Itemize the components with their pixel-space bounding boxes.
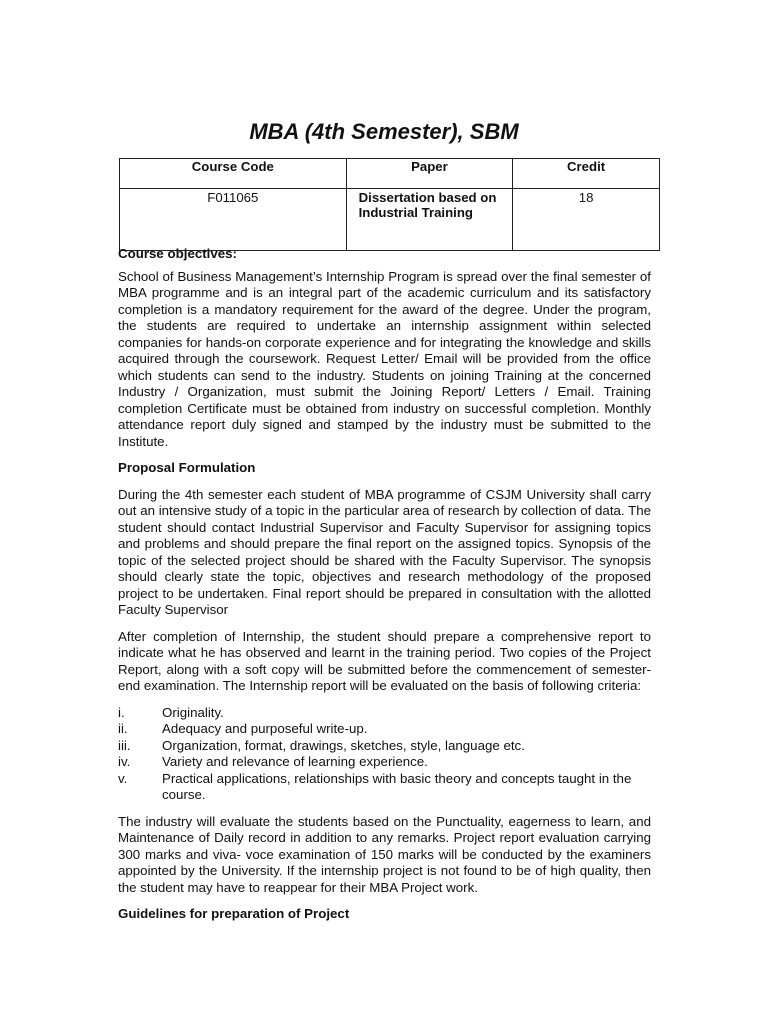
document-body [118,246,651,923]
list-item: iv. Variety and relevance of learning experience. [118,754,428,769]
evaluation-paragraph: The industry will evaluate the students based on the Punctuality, eagerness to learn, and Maintenance of Daily record in addition to any remarks. Project report evaluation carrying 300 marks and viva- voce examination of 150 marks will be conducted by the examiners appointed by the University. If the internship project is not found to be of high quality, then the student may have to reappear for their MBA Project work. [118,813,651,895]
header-course-code: Course Code [120,159,347,189]
criteria-list [118,705,651,804]
list-item: iii. Organization, format, drawings, sketches, style, language etc. [118,737,525,753]
cell-credit: 18 [513,189,660,251]
page-title: MBA (4th Semester), SBM [249,119,519,144]
header-credit: Credit [513,159,660,189]
guidelines-heading: Guidelines for preparation of Project [118,906,350,921]
table-row [120,189,660,251]
proposal-paragraph: During the 4th semester each student of MBA programme of CSJM University shall carry out an intensive study of a topic in the particular area of research by collection of data. The student should contact Industrial Supervisor and Faculty Supervisor for assigning topics and problems and should prepare the final report on the assigned topics. Synopsis of the topic of the selected project should be shared with the Faculty Supervisor. The synopsis should clearly state the topic, objectives and research methodology of the proposed project to be undertaken. Final report should be prepared in consultation with the allotted Faculty Supervisor [118,486,651,617]
objectives-paragraph: School of Business Management’s Internship Program is spread over the final semester of MBA programme and is an integral part of the academic curriculum and its satisfactory completion is a mandatory requirement for the award of the degree. Under the program, the students are required to undertake an internship assignment within selected companies for hands-on corporate experience and for integrating the knowledge and skills acquired through the coursework. Request Letter/ Email will be provided from the office which students can send to the industry. Students on joining Training at the concerned Industry / Organization, must submit the Joining Report/ Letters / Email. Training completion Certificate must be obtained from industry on successful completion. Monthly attendance report duly signed and stamped by the industry must be submitted to the Institute. [118,268,651,449]
internship-paragraph: After completion of Internship, the student should prepare a comprehensive report to indicate what he has observed and learnt in the training period. Two copies of the Project Report, along with a soft copy will be submitted before the commencement of semester- end examination. The Internship report will be evaluated on the basis of following criteria: [118,628,651,693]
list-item: v. Practical applications, relationships with basic theory and concepts taught in the course. [118,770,632,802]
proposal-heading: Proposal Formulation [118,460,256,475]
course-table [119,158,660,251]
list-item: ii. Adequacy and purposeful write-up. [118,721,368,736]
header-paper: Paper [346,159,513,189]
list-item: i. Originality. [118,704,224,720]
cell-course-code: F011065 [120,189,347,251]
cell-paper: Dissertation based on Industrial Training [346,189,513,251]
objectives-heading: Course objectives: [118,246,237,261]
table-header-row [120,159,660,189]
